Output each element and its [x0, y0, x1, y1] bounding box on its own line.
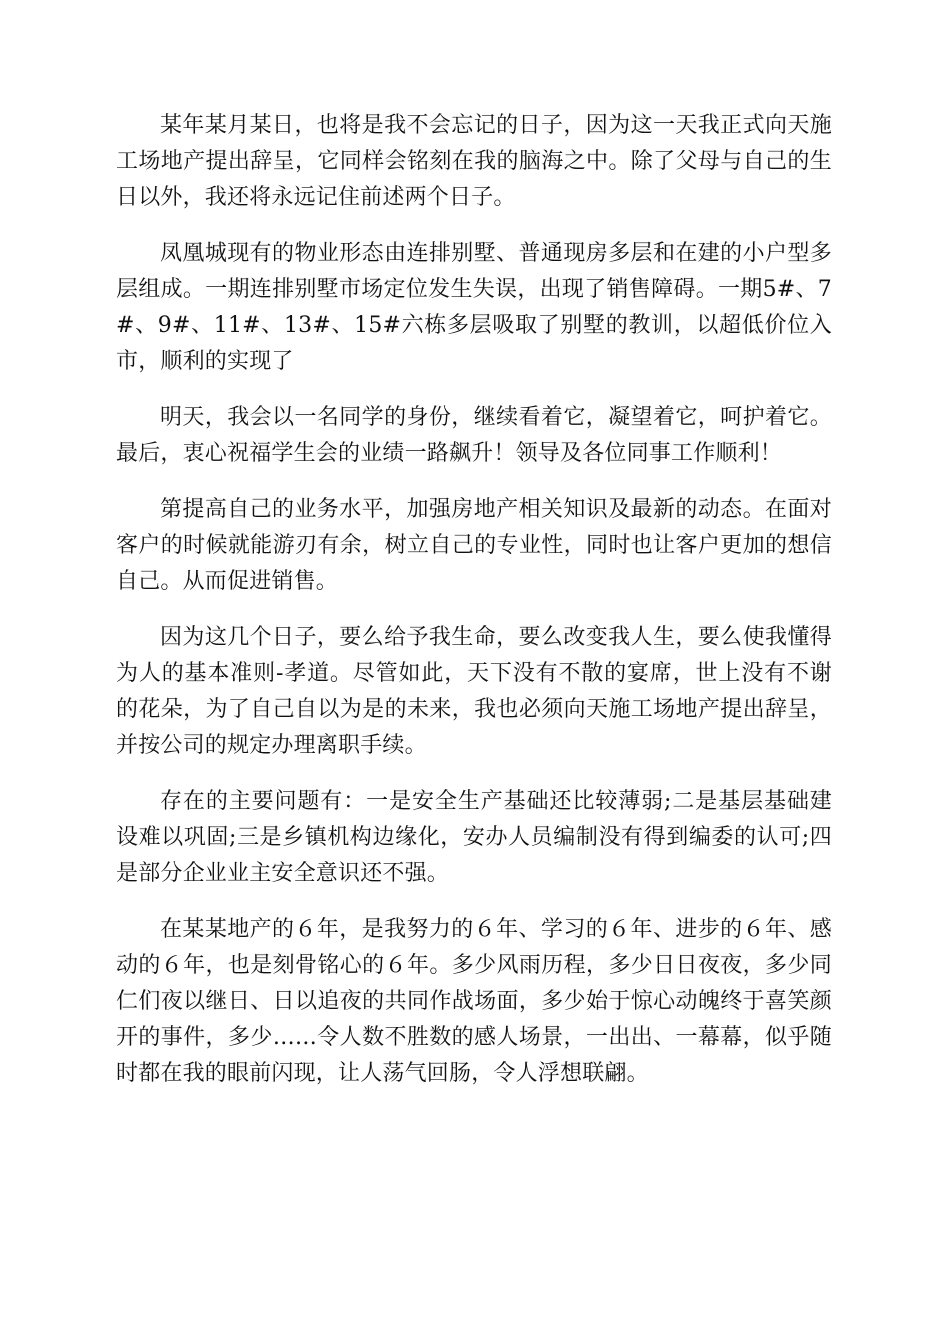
paragraph-2: 凤凰城现有的物业形态由连排别墅、普通现房多层和在建的小户型多层组成。一期连排别墅市场定位发生失误，出现了销售障碍。一期5#、7#、9#、11#、13#、15#六栋多层吸取了别墅的教训，以超低价位入市，顺利的实现了: [116, 241, 832, 374]
paragraph-4: 第提高自己的业务水平，加强房地产相关知识及最新的动态。在面对客户的时候就能游刃有余，树立自己的专业性，同时也让客户更加的想信自己。从而促进销售。: [116, 497, 832, 594]
document-page: [116, 108, 832, 1112]
paragraph-6: 存在的主要问题有：一是安全生产基础还比较薄弱;二是基层基础建设难以巩固;三是乡镇机构边缘化，安办人员编制没有得到编委的认可;四是部分企业业主安全意识还不强。: [116, 789, 832, 886]
paragraph-7: 在某某地产的６年，是我努力的６年、学习的６年、进步的６年、感动的６年，也是刻骨铭心的６年。多少风雨历程，多少日日夜夜，多少同仁们夜以继日、日以追夜的共同作战场面，多少始于惊心动魄终于喜笑颜开的事件，多少……令人数不胜数的感人场景，一出出、一幕幕，似乎随时都在我的眼前闪现，让人荡气回肠，令人浮想联翩。: [116, 917, 832, 1086]
paragraph-3: 明天，我会以一名同学的身份，继续看着它，凝望着它，呵护着它。最后，衷心祝福学生会的业绩一路飙升！领导及各位同事工作顺利！: [116, 405, 832, 466]
paragraph-1: 某年某月某日，也将是我不会忘记的日子，因为这一天我正式向天施工场地产提出辞呈，它同样会铭刻在我的脑海之中。除了父母与自己的生日以外，我还将永远记住前述两个日子。: [116, 113, 832, 210]
paragraph-5: 因为这几个日子，要么给予我生命，要么改变我人生，要么使我懂得为人的基本准则-孝道。尽管如此，天下没有不散的宴席，世上没有不谢的花朵，为了自己自以为是的未来，我也必须向天施工场地产提出辞呈，并按公司的规定办理离职手续。: [116, 625, 832, 758]
